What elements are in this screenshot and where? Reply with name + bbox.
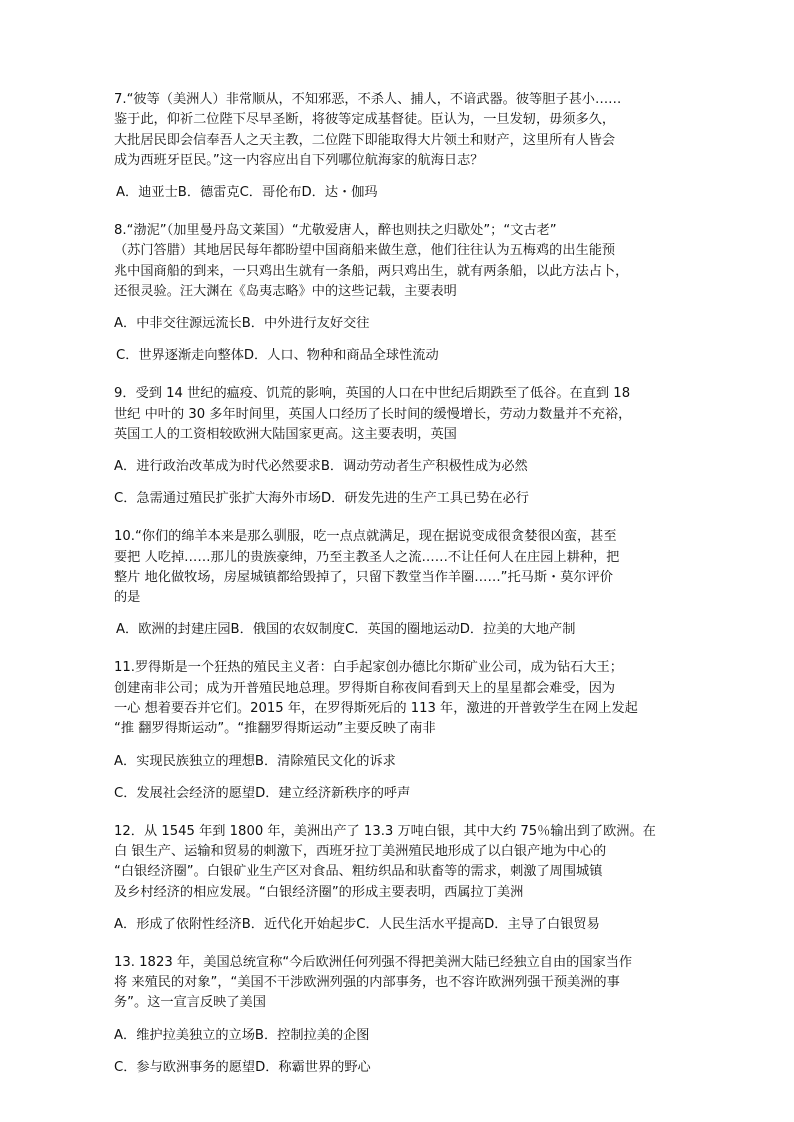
question-10 (114, 527, 734, 640)
answer-options: C．参与欧洲事务的愿望D．称霸世界的野心 (114, 1059, 371, 1075)
answer-options: A．形成了依附性经济B．近代化开始起步C．人民生活水平提高D．主导了白银贸易 (114, 916, 600, 932)
answer-options: A．维护拉美独立的立场B．控制拉美的企图 (114, 1027, 370, 1043)
question-stem-line: 兆中国商船的到来，一只鸡出生就有一条船，两只鸡出生，就有两条船，以此方法占卜， (114, 263, 629, 279)
question-stem-line: 7.“彼等（美洲人）非常顺从，不知邪恶，不杀人、捕人，不谙武器。彼等胆子甚小…… (114, 92, 622, 107)
question-stem-line: 成为西班牙臣民。”这一内容应出自下列哪位航海家的航海日志？ (114, 152, 484, 168)
question-stem-line: 11.罗得斯是一个狂热的殖民主义者：白手起家创办德比尔斯矿业公司，成为钻石大王； (114, 660, 623, 676)
question-stem-line: 12．从 1545 年到 1800 年，美洲出产了 13.3 万吨白银，其中大约 75％输出到了欧洲。在 (114, 823, 656, 839)
question-stem-line: 将 来殖民的对象”，“美国不干涉欧洲列强的内部事务，也不容许欧洲列强干预美洲的事 (114, 975, 620, 991)
question-9 (114, 384, 734, 509)
question-stem-line: 及乡村经济的相应发展。“白银经济圈”的形成主要表明，西属拉丁美洲 (114, 884, 524, 900)
question-stem-line: 务”。这一宣言反映了美国 (114, 995, 266, 1011)
answer-options: A．进行政治改革成为时代必然要求B．调动劳动者生产积极性成为必然 (114, 459, 528, 475)
question-stem-line: 白 银生产、运输和贸易的刺激下，西班牙拉丁美洲殖民地形成了以白银产地为中心的 (114, 843, 607, 859)
answer-options: A．中非交往源远流长B．中外进行友好交往 (114, 316, 370, 332)
question-stem-line: 9．受到 14 世纪的瘟疫、饥荒的影响，英国的人口在中世纪后期跌至了低谷。在直到 18 (114, 386, 631, 402)
question-stem-line: 10.“你们的绵羊本来是那么驯服，吃一点点就满足，现在据说变成很贪婪很凶蛮，甚至 (114, 529, 617, 545)
answer-options: A．欧洲的封建庄园B．俄国的农奴制度C．英国的圈地运动D．拉美的大地产制 (116, 622, 576, 638)
question-12 (114, 822, 734, 935)
question-stem-line: 世纪 中叶的 30 多年时间里，英国人口经历了长时间的缓慢增长，劳动力数量并不充裕， (114, 406, 632, 422)
question-8 (114, 221, 734, 366)
question-stem-line: 8.“渤泥”（加里曼丹岛文莱国）“尤敬爱唐人，醉也则扶之归歇处”；“文古老” (114, 223, 557, 239)
question-stem-line: 一心 想着要吞并它们。2015 年，在罗得斯死后的 113 年，激进的开普敦学生在网上发起 (114, 701, 638, 717)
question-11 (114, 658, 734, 803)
question-stem-line: “白银经济圈”。白银矿业生产区对食品、粗纺织品和驮畜等的需求，刺激了周围城镇 (114, 864, 603, 880)
question-13 (114, 953, 734, 1078)
question-stem-line: 英国工人的工资相较欧洲大陆国家更高。这主要表明，英国 (114, 426, 457, 442)
answer-options: A．实现民族独立的理想B．清除殖民文化的诉求 (114, 753, 396, 769)
question-stem-line: 整片 地化做牧场，房屋城镇都给毁掉了，只留下教堂当作羊圈……”托马斯・莫尔评价 (114, 569, 613, 585)
question-stem-line: 还很灵验。汪大渊在《岛夷志略》中的这些记载，主要表明 (114, 284, 457, 300)
answer-options: C．急需通过殖民扩张扩大海外市场D．研发先进的生产工具已势在必行 (114, 491, 529, 507)
question-stem-line: 鉴于此，仰祈二位陛下尽早圣断，将彼等定成基督徒。臣认为，一旦发轫，毋须多久， (114, 112, 616, 128)
answer-options: C．世界逐渐走向整体D．人口、物种和商品全球性流动 (116, 348, 439, 364)
question-stem-line: 大批居民即会信奉吾人之天主教，二位陛下即能取得大片领土和财产，这里所有人皆会 (114, 132, 616, 148)
question-stem-line: “推 翻罗得斯运动”。“推翻罗得斯运动”主要反映了南非 (114, 721, 436, 737)
question-stem-line: （苏门答腊）其地居民每年都盼望中国商船来做生意，他们往往认为五梅鸡的出生能预 (114, 243, 616, 259)
answer-options: A．迪亚士B．德雷克C．哥伦布D．达・伽玛 (116, 185, 378, 201)
question-stem-line: 创建南非公司；成为开普殖民地总理。罗得斯自称夜间看到天上的星星都会难受，因为 (114, 680, 616, 696)
question-stem-line: 的是 (114, 590, 141, 606)
question-stem-line: 要把 人吃掉……那儿的贵族豪绅，乃至主教圣人之流……不让任何人在庄园上耕种，把 (114, 549, 620, 565)
question-stem-line: 13. 1823 年，美国总统宣称“今后欧洲任何列强不得把美洲大陆已经独立自由的国家当作 (114, 954, 633, 970)
answer-options: C．发展社会经济的愿望D．建立经济新秩序的呼声 (114, 785, 411, 801)
question-7 (114, 90, 734, 203)
